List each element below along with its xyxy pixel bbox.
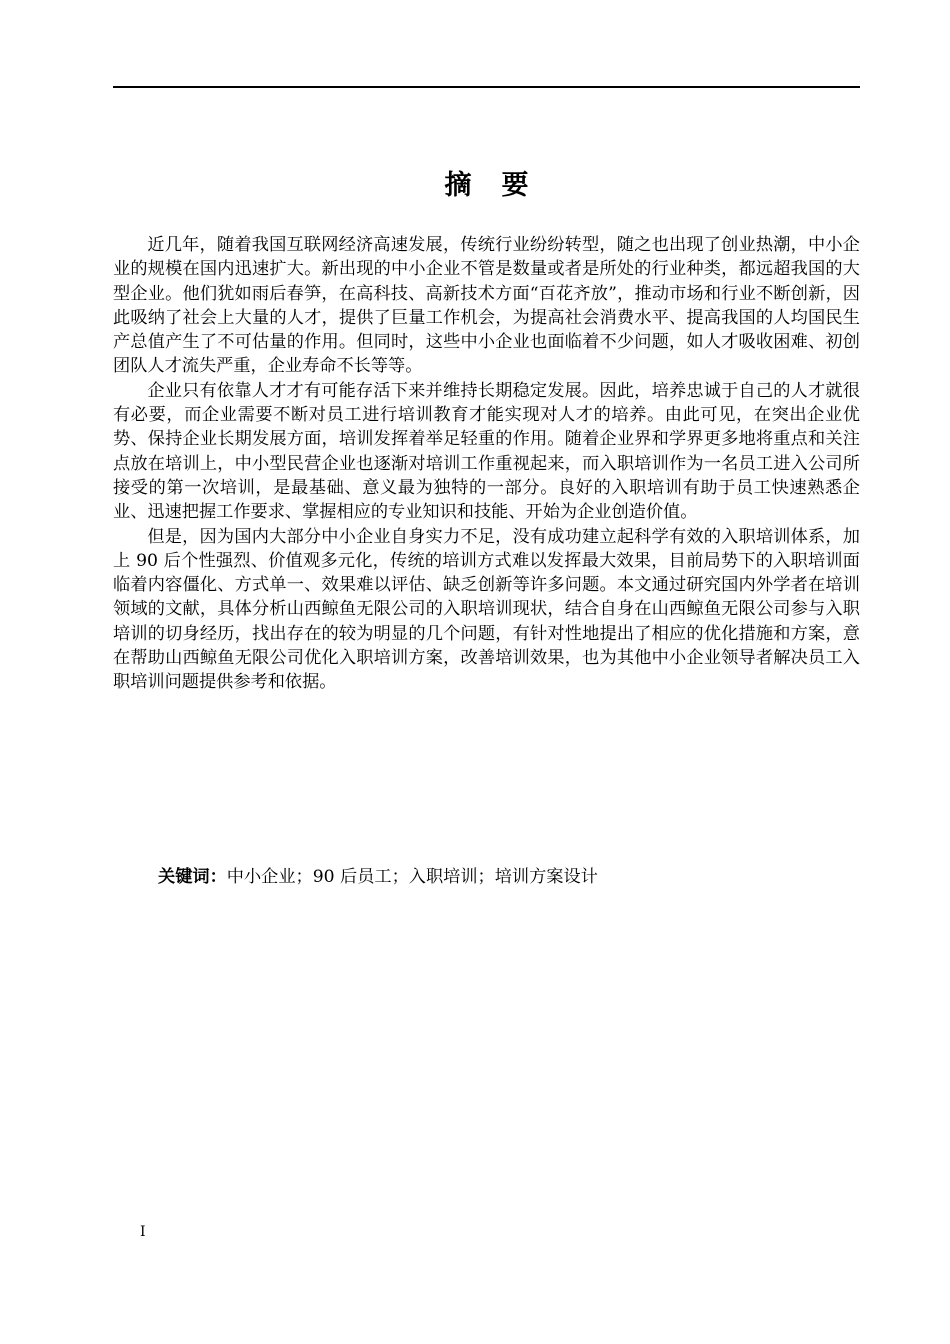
keywords-value: 中小企业；90 后员工；入职培训；培训方案设计 bbox=[226, 867, 598, 887]
abstract-paragraph-3: 但是，因为国内大部分中小企业自身实力不足，没有成功建立起科学有效的入职培训体系，加上 90 后个性强烈、价值观多元化，传统的培训方式难以发挥最大效果，目前局势下的入职培训面临着内容僵化、方式单一、效果难以评估、缺乏创新等许多问题。本文通过研究国内外学者在培训领域的文献，具体分析山西鲸鱼无限公司的入职培训现状，结合自身在山西鲸鱼无限公司参与入职培训的切身经历，找出存在的较为明显的几个问题，有针对性地提出了相应的优化措施和方案，意在帮助山西鲸鱼无限公司优化入职培训方案，改善培训效果，也为其他中小企业领导者解决员工入职培训问题提供参考和依据。 bbox=[113, 526, 860, 693]
page-number: I bbox=[140, 1224, 146, 1240]
keywords-label: 关键词： bbox=[158, 867, 227, 887]
keywords-line bbox=[158, 864, 858, 890]
header-rule bbox=[113, 86, 860, 88]
abstract-paragraph-2: 企业只有依靠人才才有可能存活下来并维持长期稳定发展。因此，培养忠诚于自己的人才就很有必要，而企业需要不断对员工进行培训教育才能实现对人才的培养。由此可见，在突出企业优势、保持企业长期发展方面，培训发挥着举足轻重的作用。随着企业界和学界更多地将重点和关注点放在培训上，中小型民营企业也逐渐对培训工作重视起来，而入职培训作为一名员工进入公司所接受的第一次培训，是最基础、意义最为独特的一部分。良好的入职培训有助于员工快速熟悉企业、迅速把握工作要求、掌握相应的专业知识和技能、开始为企业创造价值。 bbox=[113, 380, 860, 523]
abstract-title: 摘要 bbox=[444, 170, 559, 201]
abstract-body bbox=[113, 233, 860, 695]
abstract-paragraph-1: 近几年，随着我国互联网经济高速发展，传统行业纷纷转型，随之也出现了创业热潮，中小企业的规模在国内迅速扩大。新出现的中小企业不管是数量或者是所处的行业种类，都远超我国的大型企业。他们犹如雨后春笋，在高科技、高新技术方面“百花齐放”，推动市场和行业不断创新，因此吸纳了社会上大量的人才，提供了巨量工作机会，为提高社会消费水平、提高我国的人均国民生产总值产生了不可估量的作用。但同时，这些中小企业也面临着不少问题，如人才吸收困难、初创团队人才流失严重，企业寿命不长等等。 bbox=[113, 235, 860, 377]
